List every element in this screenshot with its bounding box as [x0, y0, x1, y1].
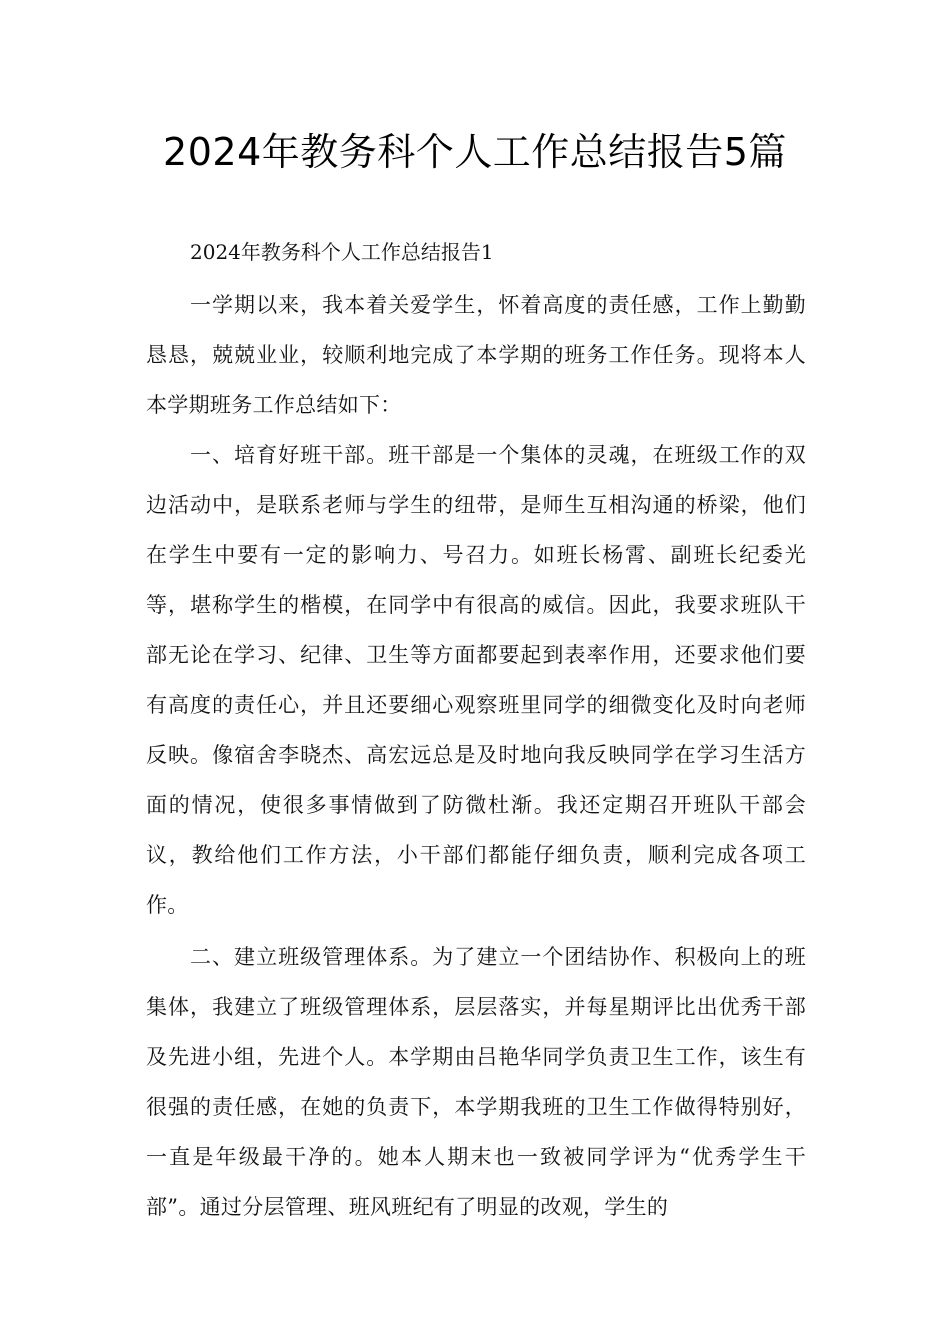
document-title: 2024年教务科个人工作总结报告5篇: [163, 130, 787, 174]
paragraph-intro: 一学期以来，我本着关爱学生，怀着高度的责任感，工作上勤勤恳恳，兢兢业业，较顺利地完成了本学期的班务工作任务。现将本人本学期班务工作总结如下：: [146, 293, 806, 417]
paragraph-class-cadres: 一、培育好班干部。班干部是一个集体的灵魂，在班级工作的双边活动中，是联系老师与学生的纽带，是师生互相沟通的桥梁，他们在学生中要有一定的影响力、号召力。如班长杨霄、副班长纪委光等，堪称学生的楷模，在同学中有很高的威信。因此，我要求班队干部无论在学习、纪律、卫生等方面都要起到表率作用，还要求他们要有高度的责任心，并且还要细心观察班里同学的细微变化及时向老师反映。像宿舍李晓杰、高宏远总是及时地向我反映同学在学习生活方面的情况，使很多事情做到了防微杜渐。我还定期召开班队干部会议，教给他们工作方法，小干部们都能仔细负责，顺利完成各项工作。: [146, 443, 806, 917]
section-subtitle: 2024年教务科个人工作总结报告1: [190, 240, 494, 264]
paragraph-management-system: 二、建立班级管理体系。为了建立一个团结协作、积极向上的班集体，我建立了班级管理体系，层层落实，并每星期评比出优秀干部及先进小组，先进个人。本学期由吕艳华同学负责卫生工作，该生有很强的责任感，在她的负责下，本学期我班的卫生工作做得特别好，一直是年级最干净的。她本人期末也一致被同学评为“优秀学生干部”。通过分层管理、班风班纪有了明显的改观，学生的: [146, 945, 806, 1219]
document-body: [146, 226, 806, 1232]
